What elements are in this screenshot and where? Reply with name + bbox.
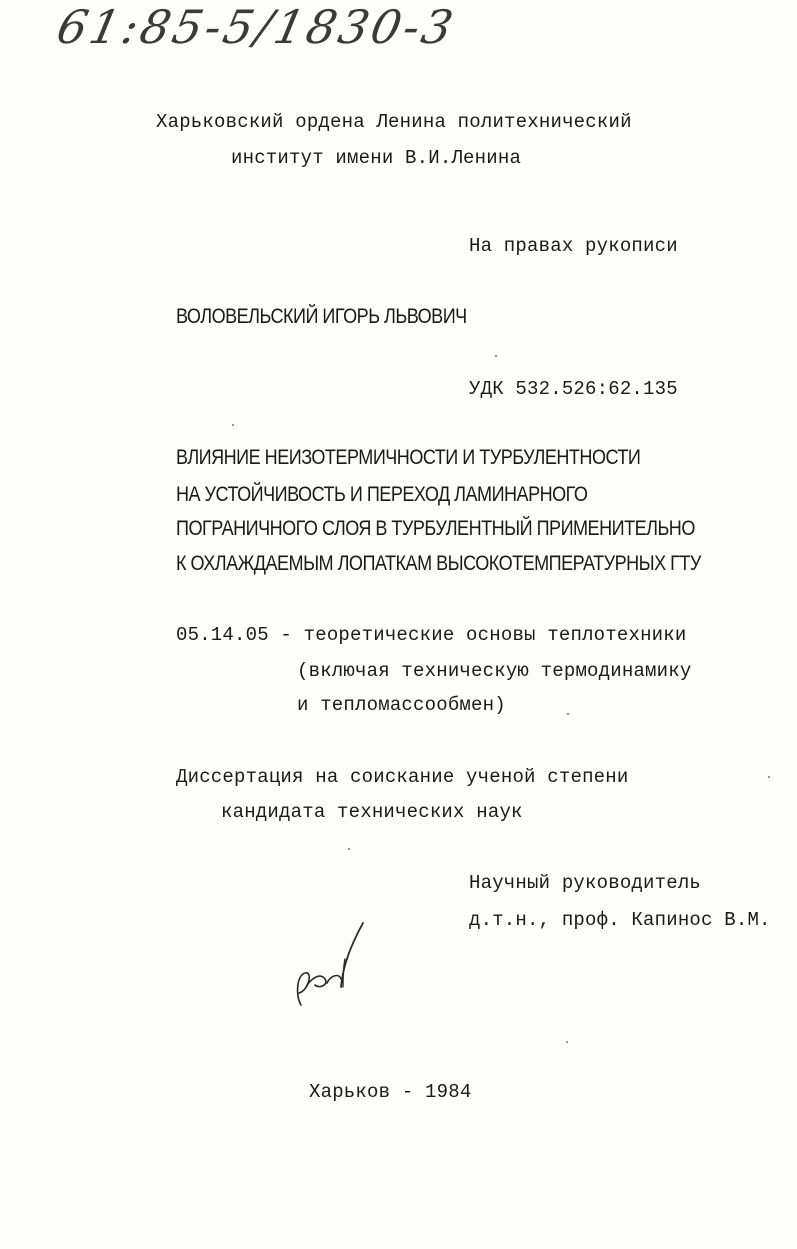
handwritten-signature (285, 915, 375, 1015)
institution-line-1: Харьковский ордена Ленина политехнический (156, 111, 632, 133)
institution-line-2: институт имени В.И.Ленина (231, 147, 522, 169)
supervisor-line-1: Научный руководитель (469, 872, 702, 894)
title-line-3: ПОГРАНИЧНОГО СЛОЯ В ТУРБУЛЕНТНЫЙ ПРИМЕНИТЕЛЬНО (176, 517, 695, 540)
supervisor-line-2: д.т.н., проф. Капинос В.М. (469, 909, 771, 931)
specialty-line-2: (включая техническую термодинамику (297, 660, 692, 682)
title-line-4: К ОХЛАЖДАЕМЫМ ЛОПАТКАМ ВЫСОКОТЕМПЕРАТУРНЫХ ГТУ (176, 552, 701, 575)
city-year: Харьков - 1984 (309, 1081, 472, 1103)
title-line-2: НА УСТОЙЧИВОСТЬ И ПЕРЕХОД ЛАМИНАРНОГО (176, 483, 588, 506)
scan-speck (348, 848, 350, 850)
handwritten-archive-number: 61:85-5/1830-3 (52, 0, 461, 54)
title-line-1: ВЛИЯНИЕ НЕИЗОТЕРМИЧНОСТИ И ТУРБУЛЕНТНОСТИ (176, 446, 641, 469)
scan-speck (768, 776, 770, 778)
scan-speck (232, 424, 234, 426)
dissertation-line-2: кандидата технических наук (221, 801, 523, 823)
specialty-line-3: и тепломассообмен) (297, 694, 506, 716)
author-name: ВОЛОВЕЛЬСКИЙ ИГОРЬ ЛЬВОВИЧ (176, 305, 467, 328)
manuscript-rights: На правах рукописи (469, 235, 678, 257)
dissertation-line-1: Диссертация на соискание ученой степени (176, 766, 629, 788)
specialty-line-1: 05.14.05 - теоретические основы теплотехники (176, 624, 687, 646)
scan-speck (567, 713, 569, 715)
scan-speck (495, 355, 497, 357)
udc-code: УДК 532.526:62.135 (469, 378, 678, 400)
scan-speck (566, 1041, 568, 1043)
